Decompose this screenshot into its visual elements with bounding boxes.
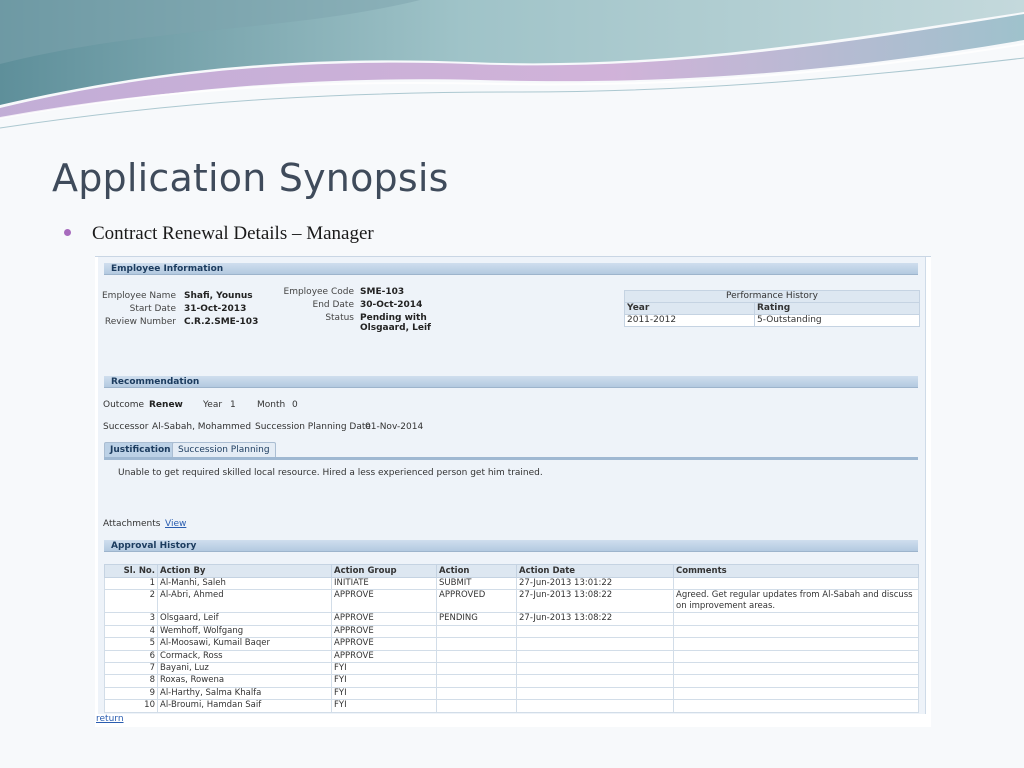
action-group-cell: APPROVE — [332, 590, 437, 613]
sl-no-cell: 5 — [105, 638, 158, 650]
action-date-cell — [517, 675, 674, 687]
perf-rating-cell: 5-Outstanding — [755, 315, 920, 327]
action-by-cell: Al-Abri, Ahmed — [158, 590, 332, 613]
start-date-label: Start Date — [129, 304, 176, 314]
month-value: 0 — [292, 400, 298, 410]
slide-title: Application Synopsis — [52, 156, 449, 200]
action-by-cell: Olsgaard, Leif — [158, 613, 332, 625]
tab-divider — [104, 457, 918, 460]
col-action: Action — [437, 565, 517, 578]
status-value-line1: Pending with — [360, 313, 427, 323]
action-cell — [437, 687, 517, 699]
succession-planning-date-label: Succession Planning Date — [255, 422, 371, 432]
action-group-cell: APPROVE — [332, 613, 437, 625]
year-value: 1 — [230, 400, 236, 410]
col-comments: Comments — [674, 565, 919, 578]
employee-information-header: Employee Information — [104, 263, 918, 275]
table-row — [105, 675, 919, 687]
action-cell — [437, 638, 517, 650]
attachments-label: Attachments — [103, 519, 161, 529]
approval-history-header: Approval History — [104, 540, 918, 552]
review-number-label: Review Number — [104, 317, 176, 327]
col-action-group: Action Group — [332, 565, 437, 578]
action-date-cell — [517, 625, 674, 637]
performance-history-title: Performance History — [625, 291, 920, 303]
sl-no-cell: 7 — [105, 662, 158, 674]
decorative-swoosh-banner — [0, 0, 1024, 130]
sl-no-cell: 4 — [105, 625, 158, 637]
action-date-cell — [517, 650, 674, 662]
status-label: Status — [325, 313, 354, 323]
col-action-date: Action Date — [517, 565, 674, 578]
action-group-cell: APPROVE — [332, 638, 437, 650]
slide-bullet: Contract Renewal Details – Manager — [92, 223, 374, 244]
perf-year-cell: 2011-2012 — [625, 315, 755, 327]
action-by-cell: Al-Manhi, Saleh — [158, 578, 332, 590]
action-date-cell — [517, 687, 674, 699]
approval-history-table — [104, 564, 919, 713]
end-date-value: 30-Oct-2014 — [360, 300, 423, 310]
recommendation-header: Recommendation — [104, 376, 918, 388]
employee-name-value: Shafi, Younus — [184, 291, 253, 301]
status-value-line2: Olsgaard, Leif — [360, 323, 431, 333]
tab-succession-planning[interactable]: Succession Planning — [172, 442, 276, 457]
end-date-label: End Date — [312, 300, 354, 310]
action-group-cell: FYI — [332, 700, 437, 712]
action-date-cell: 27-Jun-2013 13:08:22 — [517, 613, 674, 625]
perf-col-year: Year — [625, 303, 755, 315]
table-row — [105, 662, 919, 674]
action-by-cell: Bayani, Luz — [158, 662, 332, 674]
table-row — [105, 638, 919, 650]
comments-cell — [674, 675, 919, 687]
action-cell — [437, 650, 517, 662]
action-cell — [437, 700, 517, 712]
return-link[interactable]: return — [96, 714, 124, 724]
sl-no-cell: 8 — [105, 675, 158, 687]
attachments-view-link[interactable]: View — [165, 519, 187, 529]
sl-no-cell: 10 — [105, 700, 158, 712]
employee-name-label: Employee Name — [102, 291, 176, 301]
succession-planning-date-value: 01-Nov-2014 — [365, 422, 424, 432]
comments-cell — [674, 662, 919, 674]
app-screenshot — [95, 256, 931, 727]
employee-code-label: Employee Code — [283, 287, 354, 297]
action-by-cell: Al-Broumi, Hamdan Saif — [158, 700, 332, 712]
employee-code-value: SME-103 — [360, 287, 405, 297]
table-row — [105, 578, 919, 590]
action-by-cell: Al-Moosawi, Kumail Baqer — [158, 638, 332, 650]
action-date-cell: 27-Jun-2013 13:01:22 — [517, 578, 674, 590]
perf-col-rating: Rating — [755, 303, 920, 315]
outcome-label: Outcome — [103, 400, 145, 410]
justification-text: Unable to get required skilled local resource. Hired a less experienced person get him trained. — [118, 468, 543, 478]
table-row — [105, 613, 919, 625]
action-group-cell: FYI — [332, 687, 437, 699]
sl-no-cell: 1 — [105, 578, 158, 590]
action-group-cell: INITIATE — [332, 578, 437, 590]
table-row — [105, 590, 919, 613]
start-date-value: 31-Oct-2013 — [184, 304, 247, 314]
action-group-cell: APPROVE — [332, 650, 437, 662]
table-row — [105, 650, 919, 662]
sl-no-cell: 3 — [105, 613, 158, 625]
table-row — [105, 625, 919, 637]
comments-cell — [674, 578, 919, 590]
table-row — [105, 687, 919, 699]
outcome-value: Renew — [149, 400, 183, 410]
comments-cell — [674, 687, 919, 699]
action-group-cell: FYI — [332, 662, 437, 674]
action-by-cell: Al-Harthy, Salma Khalfa — [158, 687, 332, 699]
sl-no-cell: 9 — [105, 687, 158, 699]
comments-cell — [674, 625, 919, 637]
month-label: Month — [257, 400, 286, 410]
year-label: Year — [203, 400, 223, 410]
review-number-value: C.R.2.SME-103 — [184, 317, 259, 327]
action-date-cell — [517, 638, 674, 650]
action-cell: PENDING — [437, 613, 517, 625]
col-action-by: Action By — [158, 565, 332, 578]
action-by-cell: Cormack, Ross — [158, 650, 332, 662]
performance-history-table — [624, 290, 920, 327]
action-date-cell — [517, 662, 674, 674]
col-sl-no: Sl. No. — [105, 565, 158, 578]
successor-value: Al-Sabah, Mohammed — [152, 422, 252, 432]
action-cell — [437, 662, 517, 674]
successor-label: Successor — [103, 422, 149, 432]
sl-no-cell: 2 — [105, 590, 158, 613]
action-cell: APPROVED — [437, 590, 517, 613]
action-cell: SUBMIT — [437, 578, 517, 590]
action-date-cell: 27-Jun-2013 13:08:22 — [517, 590, 674, 613]
comments-cell — [674, 613, 919, 625]
content-panel — [98, 257, 926, 714]
action-by-cell: Roxas, Rowena — [158, 675, 332, 687]
action-cell — [437, 675, 517, 687]
action-group-cell: FYI — [332, 675, 437, 687]
comments-cell — [674, 700, 919, 712]
table-row — [105, 700, 919, 712]
table-row — [625, 315, 920, 327]
action-date-cell — [517, 700, 674, 712]
action-group-cell: APPROVE — [332, 625, 437, 637]
bullet-icon — [64, 229, 71, 236]
comments-cell: Agreed. Get regular updates from Al-Sabah and discuss on improvement areas. — [674, 590, 919, 613]
tab-justification[interactable]: Justification — [104, 442, 177, 457]
comments-cell — [674, 638, 919, 650]
comments-cell — [674, 650, 919, 662]
sl-no-cell: 6 — [105, 650, 158, 662]
action-cell — [437, 625, 517, 637]
action-by-cell: Wemhoff, Wolfgang — [158, 625, 332, 637]
